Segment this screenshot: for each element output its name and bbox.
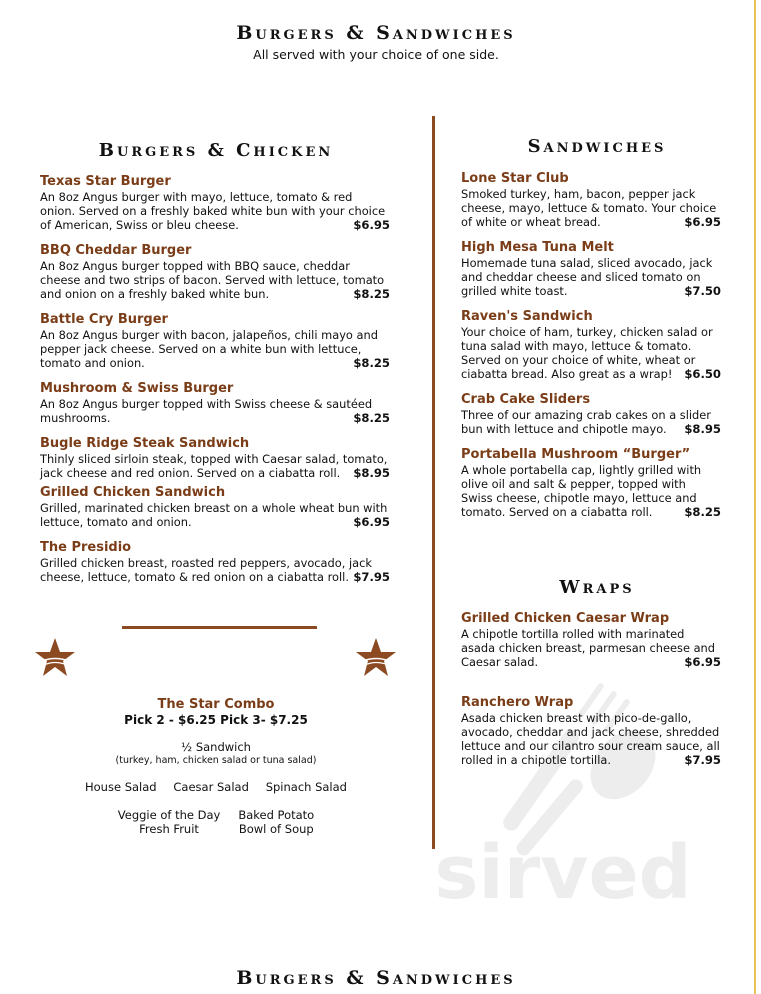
item-price: $8.25 <box>684 505 721 519</box>
section-title-sandwiches: Sandwiches <box>527 136 667 157</box>
item-name: Grilled Chicken Sandwich <box>40 485 226 500</box>
page-header <box>0 22 752 62</box>
item-desc <box>40 501 390 529</box>
item-price: $7.95 <box>684 753 721 767</box>
combo-half-sandwich: ½ Sandwich <box>181 740 251 754</box>
combo-option: Bowl of Soup <box>238 822 314 836</box>
item-name: Crab Cake Sliders <box>461 392 591 407</box>
item-desc <box>40 328 390 370</box>
menu-item <box>40 312 390 370</box>
item-desc <box>40 452 390 480</box>
item-name: High Mesa Tuna Melt <box>461 240 614 255</box>
combo-option: Baked Potato <box>238 808 315 822</box>
page-subtitle: All served with your choice of one side. <box>253 47 499 62</box>
menu-item <box>40 174 390 232</box>
item-description: A whole portabella cap, lightly grilled with olive oil and salt & pepper, topped with Swiss cheese, chipotle mayo, lettuce and tomato. Served on a ciabatta roll. <box>461 463 702 519</box>
item-description: An 8oz Angus burger with mayo, lettuce, tomato & red onion. Served on a freshly baked white bun with your choice of American, Swiss or bleu cheese. <box>40 190 386 232</box>
combo-option: Caesar Salad <box>173 780 249 794</box>
item-price: $8.95 <box>684 422 721 436</box>
item-desc <box>40 397 390 425</box>
item-name: The Presidio <box>40 540 132 555</box>
item-price: $8.25 <box>353 287 390 301</box>
section-divider <box>122 626 317 629</box>
menu-item <box>461 392 721 436</box>
section-title-burgers-chicken: Burgers & Chicken <box>98 140 334 161</box>
menu-item <box>461 611 721 669</box>
combo-sides <box>78 808 354 836</box>
item-price: $6.50 <box>684 367 721 381</box>
item-description: Asada chicken breast with pico-de-gallo, avocado, cheddar and jack cheese, shredded lettuce and our cilantro sour cream sauce, all rolled in a chipotle tortilla. <box>461 711 720 767</box>
item-price: $7.50 <box>684 284 721 298</box>
combo-option: Fresh Fruit <box>139 822 199 836</box>
menu-item <box>40 485 390 529</box>
item-desc <box>40 190 390 232</box>
combo-option: Spinach Salad <box>265 780 347 794</box>
item-name: Grilled Chicken Caesar Wrap <box>461 611 670 626</box>
item-price: $6.95 <box>353 515 390 529</box>
item-description: A chipotle tortilla rolled with marinated asada chicken breast, parmesan cheese and Caesar salad. <box>461 627 716 669</box>
item-name: Ranchero Wrap <box>461 695 574 710</box>
burgers-chicken-list <box>40 174 390 595</box>
item-name: Portabella Mushroom “Burger” <box>461 447 691 462</box>
combo-sides-col <box>118 808 221 836</box>
item-desc <box>461 187 721 229</box>
item-description: Smoked turkey, ham, bacon, pepper jack cheese, mayo, lettuce & tomato. Your choice of white or wheat bread. <box>461 187 717 229</box>
watermark-text: sirved <box>434 830 692 916</box>
menu-item <box>461 309 721 381</box>
combo-option: Veggie of the Day <box>117 808 221 822</box>
star-combo <box>78 697 354 836</box>
item-name: Texas Star Burger <box>40 174 171 189</box>
item-name: Raven's Sandwich <box>461 309 593 324</box>
item-name: Lone Star Club <box>461 171 569 186</box>
item-desc <box>461 408 721 436</box>
section-title-wraps: Wraps <box>559 577 635 598</box>
item-price: $6.95 <box>684 215 721 229</box>
item-desc <box>461 325 721 381</box>
menu-item <box>40 243 390 301</box>
combo-sides-col <box>238 808 314 836</box>
watermark <box>413 670 713 930</box>
page-edge-rule <box>754 0 756 994</box>
item-price: $7.95 <box>353 570 390 584</box>
menu-item <box>40 436 390 480</box>
item-desc <box>40 259 390 301</box>
combo-option: House Salad <box>85 780 157 794</box>
item-desc <box>461 627 721 669</box>
star-icon <box>355 637 397 679</box>
star-icon <box>34 637 76 679</box>
item-description: Homemade tuna salad, sliced avocado, jack and cheddar cheese and sliced tomato on grilled white toast. <box>461 256 713 298</box>
item-desc <box>461 463 721 519</box>
item-name: Bugle Ridge Steak Sandwich <box>40 436 250 451</box>
item-description: Thinly sliced sirloin steak, topped with Caesar salad, tomato, jack cheese and red onion. Served on a ciabatta roll. <box>40 452 388 480</box>
menu-item <box>461 240 721 298</box>
sandwiches-list <box>461 171 721 530</box>
item-description: Grilled chicken breast, roasted red peppers, avocado, jack cheese, lettuce, tomato & red onion on a ciabatta roll. <box>40 556 372 584</box>
item-desc <box>40 556 390 584</box>
item-price: $8.25 <box>353 411 390 425</box>
item-description: Three of our amazing crab cakes on a slider bun with lettuce and chipotle mayo. <box>461 408 711 436</box>
item-price: $8.25 <box>353 356 390 370</box>
page-footer-title: Burgers & Sandwiches <box>236 967 516 989</box>
item-description: Grilled, marinated chicken breast on a whole wheat bun with lettuce, tomato and onion. <box>40 501 388 529</box>
item-name: Mushroom & Swiss Burger <box>40 381 234 396</box>
menu-item <box>40 381 390 425</box>
combo-salads <box>78 780 354 794</box>
item-name: Battle Cry Burger <box>40 312 168 327</box>
item-description: An 8oz Angus burger topped with Swiss cheese & sautéed mushrooms. <box>40 397 373 425</box>
item-price: $6.95 <box>684 655 721 669</box>
page-title: Burgers & Sandwiches <box>236 22 516 44</box>
item-price: $8.95 <box>353 466 390 480</box>
item-price: $6.95 <box>353 218 390 232</box>
menu-item <box>461 447 721 519</box>
menu-item <box>461 171 721 229</box>
item-name: BBQ Cheddar Burger <box>40 243 192 258</box>
item-description: An 8oz Angus burger topped with BBQ sauce, cheddar cheese and two strips of bacon. Served with lettuce, tomato and onion on a freshly baked white bun. <box>40 259 385 301</box>
menu-item <box>40 540 390 584</box>
combo-pricing: Pick 2 - $6.25 Pick 3- $7.25 <box>124 713 308 727</box>
item-desc <box>461 256 721 298</box>
combo-title: The Star Combo <box>157 697 275 712</box>
item-description: Your choice of ham, turkey, chicken salad or tuna salad with mayo, lettuce & tomato. Served on your choice of white, wheat or ciabatta bread. Also great as a wrap! <box>461 325 713 381</box>
combo-half-note: (turkey, ham, chicken salad or tuna salad) <box>115 755 317 766</box>
item-description: An 8oz Angus burger with bacon, jalapeños, chili mayo and pepper jack cheese. Served on a white bun with lettuce, tomato and onion. <box>40 328 378 370</box>
